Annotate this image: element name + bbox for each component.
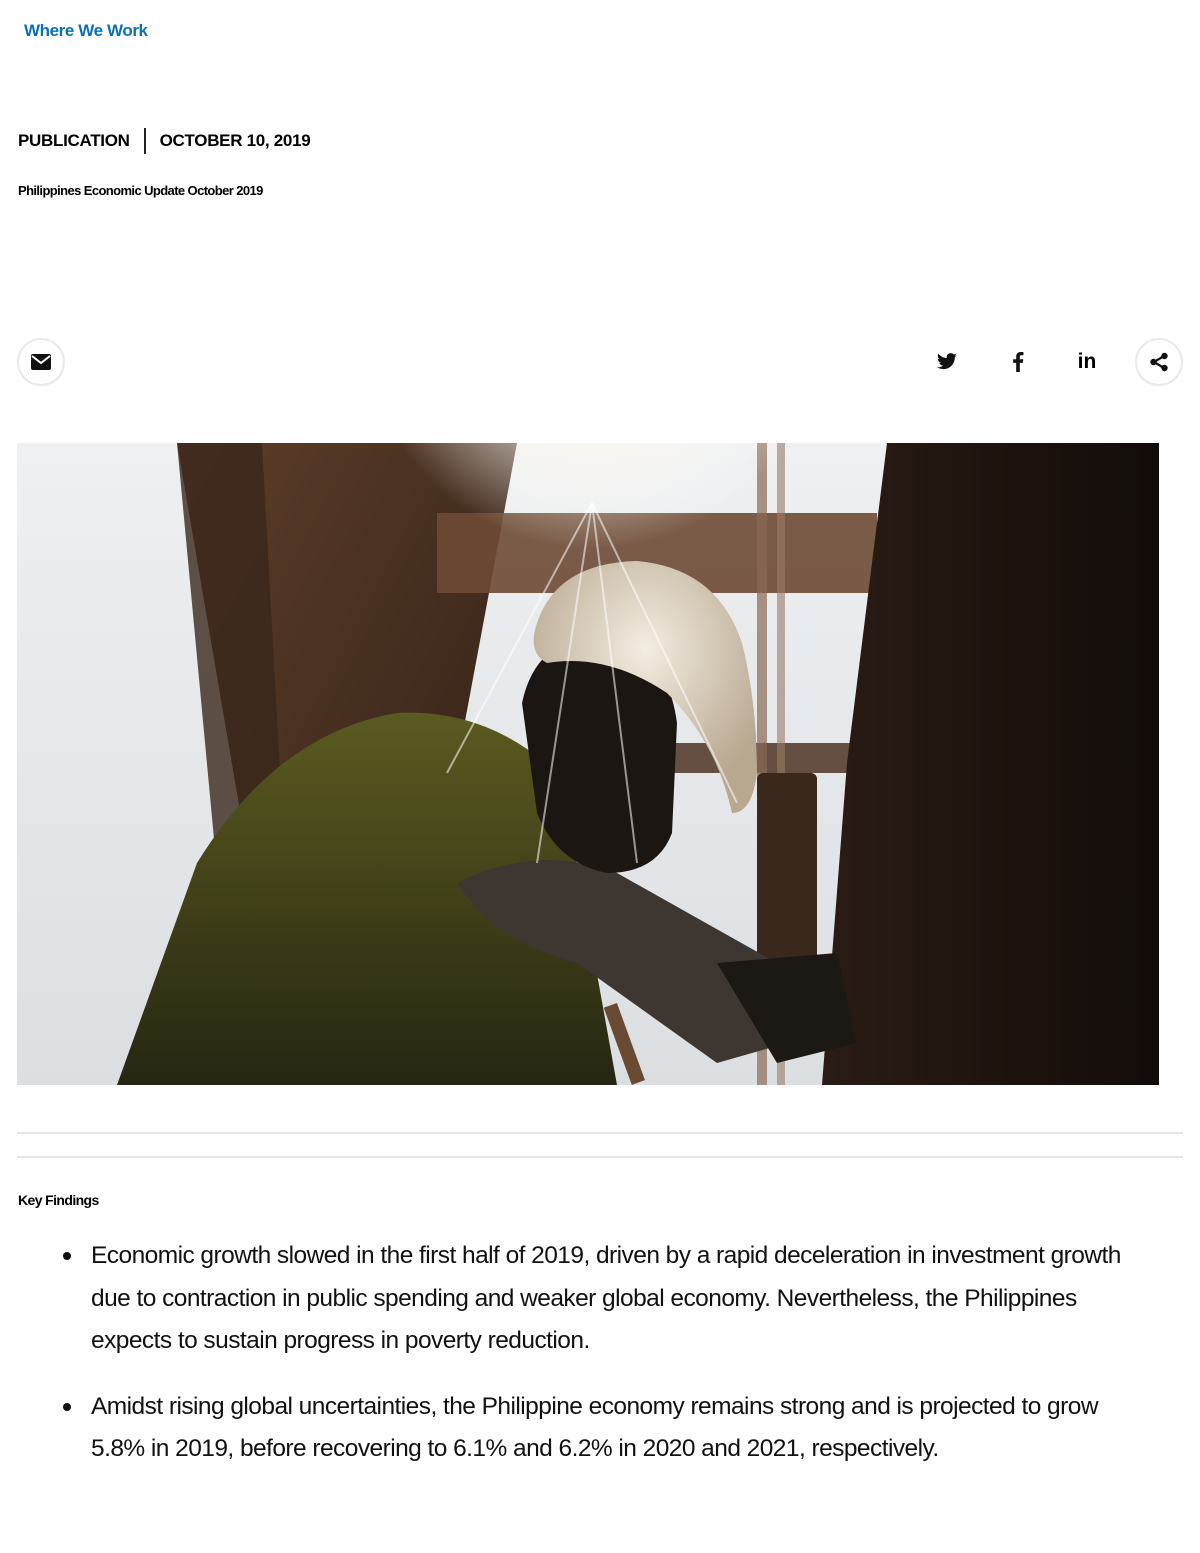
twitter-share-button[interactable] xyxy=(933,348,961,376)
facebook-share-button[interactable] xyxy=(1004,348,1032,376)
publication-type: PUBLICATION xyxy=(18,131,130,150)
publication-date: OCTOBER 10, 2019 xyxy=(159,131,311,150)
page-title: Philippines Economic Update October 2019 xyxy=(18,183,263,198)
where-we-work-link[interactable]: Where We Work xyxy=(24,21,148,40)
meta-divider xyxy=(144,128,146,154)
list-item: Amidst rising global uncertainties, the Philippine economy remains strong and is projected to grow 5.8% in 2019, before recovering to 6.1% and 6.2% in 2020 and 2021, respectively. xyxy=(58,1386,1148,1471)
share-button[interactable] xyxy=(1137,340,1181,384)
construction-worker-photo xyxy=(17,443,1159,1085)
share-icon xyxy=(1149,352,1169,372)
key-findings-heading: Key Findings xyxy=(18,1192,99,1208)
list-item: Economic growth slowed in the first half of 2019, driven by a rapid deceleration in investment growth due to contraction in public spending and weaker global economy. Nevertheless, the Philippines expects to sustain progress in poverty reduction. xyxy=(58,1235,1148,1363)
linkedin-icon: in xyxy=(1077,350,1097,373)
envelope-icon xyxy=(31,354,51,370)
twitter-icon xyxy=(936,353,958,371)
divider xyxy=(17,1156,1183,1158)
divider xyxy=(17,1132,1183,1134)
facebook-icon xyxy=(1012,352,1024,372)
publication-meta xyxy=(18,128,310,154)
key-findings-list xyxy=(58,1235,1148,1494)
linkedin-share-button[interactable] xyxy=(1073,348,1101,376)
hero-image xyxy=(17,443,1159,1085)
email-share-button[interactable] xyxy=(19,340,63,384)
